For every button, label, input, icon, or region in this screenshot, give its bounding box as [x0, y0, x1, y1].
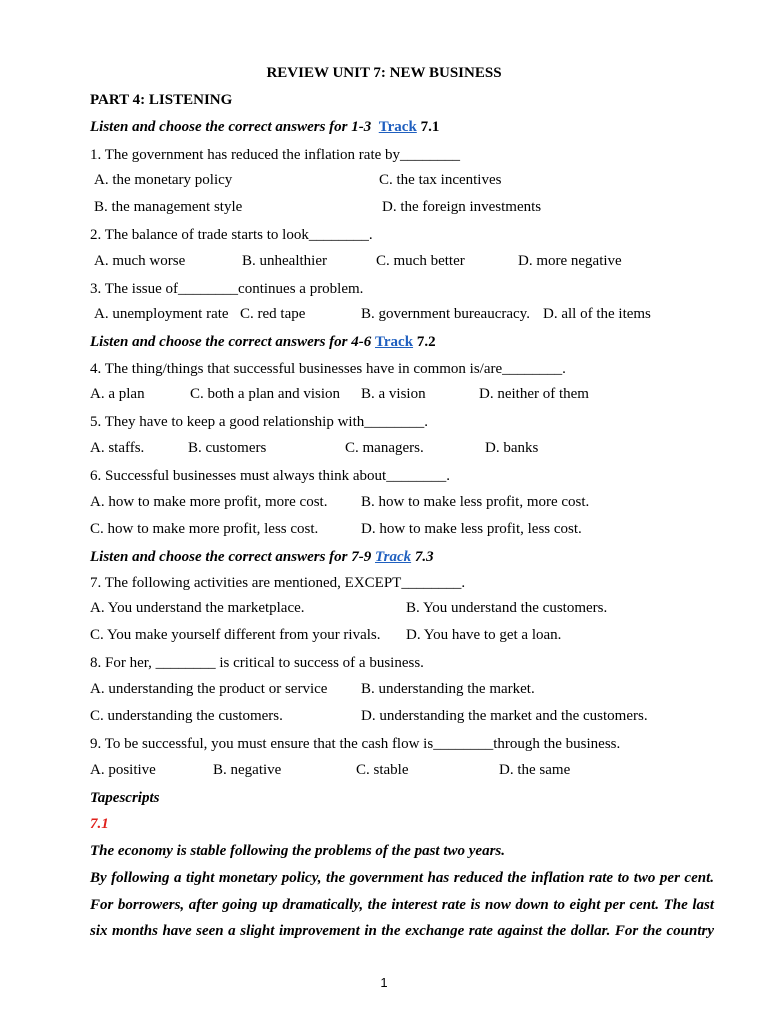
- option-8d: D. understanding the market and the customers.: [361, 708, 648, 724]
- question-5: 5. They have to keep a good relationship with________.: [90, 414, 428, 430]
- question-4: 4. The thing/things that successful businesses have in common is/are________.: [90, 361, 566, 377]
- tapescript-line: By following a tight monetary policy, the government has reduced the inflation rate to two per cent.: [90, 870, 714, 886]
- option-9c: C. stable: [356, 762, 409, 778]
- tapescript-line: six months have seen a slight improvement in the exchange rate against the dollar. For the country: [90, 923, 714, 939]
- option-6b: B. how to make less profit, more cost.: [361, 494, 590, 510]
- option-3a: A. unemployment rate: [94, 306, 229, 322]
- question-3: 3. The issue of________continues a problem.: [90, 281, 364, 297]
- option-2c: C. much better: [376, 253, 465, 269]
- instruction-text: Listen and choose the correct answers for 4-6: [90, 334, 372, 350]
- option-7c: C. You make yourself different from your rivals.: [90, 627, 381, 643]
- option-4b: B. a vision: [361, 386, 426, 402]
- section-instruction-3: [90, 548, 714, 566]
- part-heading: PART 4: LISTENING: [90, 92, 233, 108]
- track-link[interactable]: Track: [375, 334, 414, 350]
- option-9d: D. the same: [499, 762, 571, 778]
- option-3d: D. all of the items: [543, 306, 651, 322]
- option-6d: D. how to make less profit, less cost.: [361, 521, 582, 537]
- section-instruction-1: [90, 118, 714, 136]
- page-title: REVIEW UNIT 7: NEW BUSINESS: [266, 65, 502, 81]
- track-number: 7.1: [420, 119, 440, 135]
- option-1b: B. the management style: [94, 199, 243, 215]
- track-link[interactable]: Track: [375, 549, 412, 565]
- option-6a: A. how to make more profit, more cost.: [90, 494, 328, 510]
- instruction-text: Listen and choose the correct answers for 7-9: [90, 549, 372, 565]
- track-link[interactable]: Track: [378, 119, 417, 135]
- question-8: 8. For her, ________ is critical to success of a business.: [90, 655, 424, 671]
- tapescripts-heading: Tapescripts: [90, 790, 160, 806]
- option-5c: C. managers.: [345, 440, 424, 456]
- section-instruction-2: [90, 333, 714, 351]
- question-9: 9. To be successful, you must ensure that the cash flow is________through the business.: [90, 736, 621, 752]
- option-1a: A. the monetary policy: [94, 172, 233, 188]
- option-1c: C. the tax incentives: [379, 172, 502, 188]
- option-3c: C. red tape: [240, 306, 306, 322]
- tapescript-line: For borrowers, after going up dramatically, the interest rate is now down to eight per cent. The last: [90, 897, 714, 913]
- option-2b: B. unhealthier: [242, 253, 327, 269]
- option-4a: A. a plan: [90, 386, 145, 402]
- option-8b: B. understanding the market.: [361, 681, 535, 697]
- question-7: 7. The following activities are mentioned, EXCEPT________.: [90, 575, 466, 591]
- option-2d: D. more negative: [518, 253, 622, 269]
- page-number: 1: [380, 975, 388, 990]
- question-6: 6. Successful businesses must always think about________.: [90, 468, 450, 484]
- tapescript-line: The economy is stable following the problems of the past two years.: [90, 843, 505, 859]
- option-4c: C. both a plan and vision: [190, 386, 340, 402]
- option-1d: D. the foreign investments: [382, 199, 542, 215]
- option-6c: C. how to make more profit, less cost.: [90, 521, 319, 537]
- tapescript-track-label: 7.1: [90, 816, 109, 832]
- option-8c: C. understanding the customers.: [90, 708, 283, 724]
- option-7d: D. You have to get a loan.: [406, 627, 562, 643]
- option-2a: A. much worse: [94, 253, 186, 269]
- option-8a: A. understanding the product or service: [90, 681, 328, 697]
- track-number: 7.3: [414, 549, 434, 565]
- option-3b: B. government bureaucracy.: [361, 306, 530, 322]
- option-9a: A. positive: [90, 762, 156, 778]
- question-1: 1. The government has reduced the inflation rate by________: [90, 147, 461, 163]
- option-5a: A. staffs.: [90, 440, 145, 456]
- option-7b: B. You understand the customers.: [406, 600, 608, 616]
- option-5d: D. banks: [485, 440, 539, 456]
- option-4d: D. neither of them: [479, 386, 589, 402]
- track-number: 7.2: [416, 334, 436, 350]
- question-2: 2. The balance of trade starts to look________.: [90, 227, 373, 243]
- instruction-text: Listen and choose the correct answers for 1-3: [90, 119, 372, 135]
- option-7a: A. You understand the marketplace.: [90, 600, 305, 616]
- option-9b: B. negative: [213, 762, 282, 778]
- option-5b: B. customers: [188, 440, 267, 456]
